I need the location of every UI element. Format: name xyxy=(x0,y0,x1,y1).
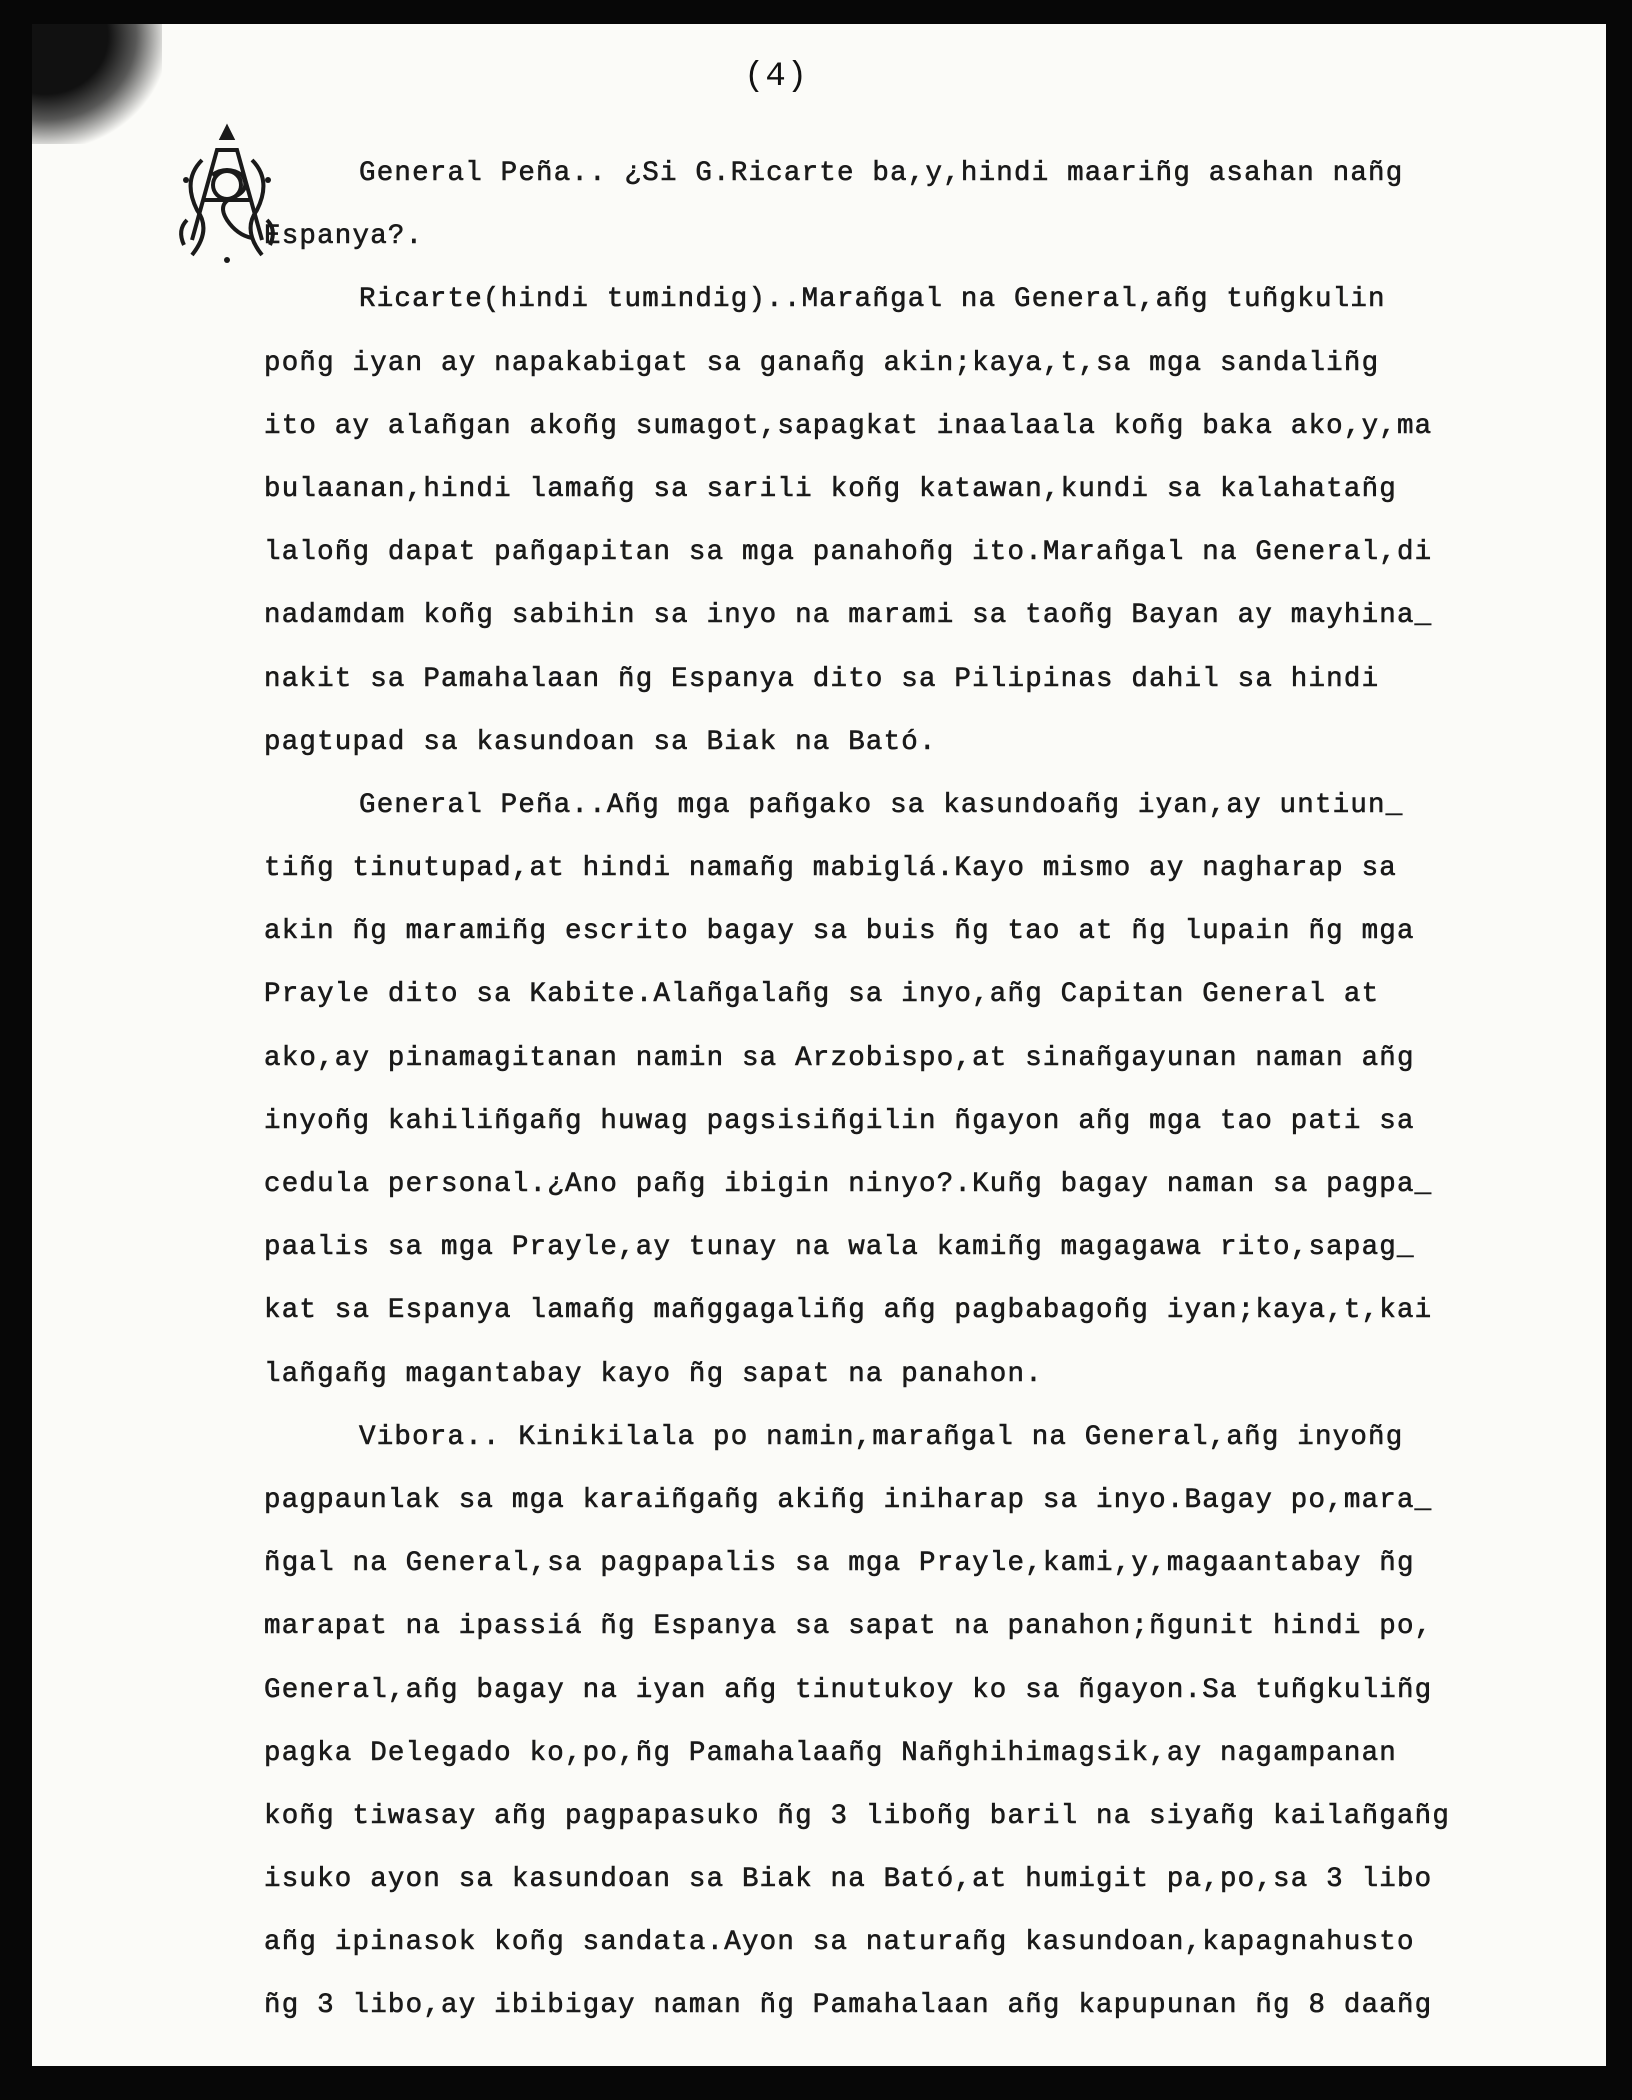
text-line: akin ñg maramiñg escrito bagay sa buis ñg tao at ñg lupain ñg mga xyxy=(264,916,1415,948)
text-line: cedula personal.¿Ano pañg ibigin ninyo?.Kuñg bagay naman sa pagpa_ xyxy=(264,1169,1433,1200)
text-line: paalis sa mga Prayle,ay tunay na wala kamiñg magagawa rito,sapag_ xyxy=(264,1232,1415,1264)
text-line: ito ay alañgan akoñg sumagot,sapagkat inaalaala koñg baka ako,y,ma xyxy=(264,410,1433,442)
text-line: General Peña..Añg mga pañgako sa kasundoañg iyan,ay untiun_ xyxy=(359,789,1404,821)
text-line: tiñg tinutupad,at hindi namañg mabiglá.Kayo mismo ay nagharap sa xyxy=(264,853,1397,885)
text-line: nadamdam koñg sabihin sa inyo na marami sa taoñg Bayan ay mayhina_ xyxy=(264,600,1433,632)
text-line: ñgal na General,sa pagpapalis sa mga Prayle,kami,y,magaantabay ñg xyxy=(264,1548,1415,1580)
text-line: marapat na ipassiá ñg Espanya sa sapat na panahon;ñgunit hindi po, xyxy=(264,1611,1433,1643)
text-line: General Peña.. ¿Si G.Ricarte ba,y,hindi maariñg asahan nañg xyxy=(359,158,1404,189)
text-line: laloñg dapat pañgapitan sa mga panahoñg ito.Marañgal na General,di xyxy=(264,537,1433,569)
text-line: pagka Delegado ko,po,ñg Pamahalaañg Nañghihimagsik,ay nagampanan xyxy=(264,1737,1397,1769)
text-line: nakit sa Pamahalaan ñg Espanya dito sa Pilipinas dahil sa hindi xyxy=(264,663,1380,695)
text-line: añg ipinasok koñg sandata.Ayon sa naturañg kasundoan,kapagnahusto xyxy=(264,1927,1415,1959)
text-line: ñg 3 libo,ay ibibigay naman ñg Pamahalaan añg kapupunan ñg 8 daañg xyxy=(264,1990,1433,2022)
text-line: General,añg bagay na iyan añg tinutukoy ko sa ñgayon.Sa tuñgkuliñg xyxy=(264,1674,1433,1706)
text-line: Vibora.. Kinikilala po namin,marañgal na General,añg inyoñg xyxy=(359,1421,1404,1453)
text-line: koñg tiwasay añg pagpapasuko ñg 3 liboñg baril na siyañg kailañgañg xyxy=(264,1800,1451,1832)
text-line: pagtupad sa kasundoan sa Biak na Bató. xyxy=(264,726,937,758)
ink-blot xyxy=(32,24,162,144)
page-number: (4) xyxy=(744,58,809,96)
document-text xyxy=(264,142,1564,2038)
text-line: isuko ayon sa kasundoan sa Biak na Bató,at humigit pa,po,sa 3 libo xyxy=(264,1864,1433,1896)
text-line: bulaanan,hindi lamañg sa sarili koñg katawan,kundi sa kalahatañg xyxy=(264,473,1397,505)
text-line: pagpaunlak sa mga karaiñgañg akiñg iniharap sa inyo.Bagay po,mara_ xyxy=(264,1484,1433,1516)
text-line: ako,ay pinamagitanan namin sa Arzobispo,at sinañgayunan naman añg xyxy=(264,1042,1415,1074)
text-line: poñg iyan ay napakabigat sa ganañg akin;kaya,t,sa mga sandaliñg xyxy=(264,347,1380,379)
text-line: inyoñg kahiliñgañg huwag pagsisiñgilin ñgayon añg mga tao pati sa xyxy=(264,1105,1415,1137)
text-line: lañgañg magantabay kayo ñg sapat na panahon. xyxy=(264,1358,1043,1390)
text-line: Espanya?. xyxy=(264,221,424,253)
text-line: Ricarte(hindi tumindig)..Marañgal na General,añg tuñgkulin xyxy=(359,284,1386,316)
text-line: kat sa Espanya lamañg mañggagaliñg añg pagbabagoñg iyan;kaya,t,kai xyxy=(264,1295,1433,1327)
document-page xyxy=(32,24,1606,2066)
text-line: Prayle dito sa Kabite.Alañgalañg sa inyo,añg Capitan General at xyxy=(264,979,1380,1011)
